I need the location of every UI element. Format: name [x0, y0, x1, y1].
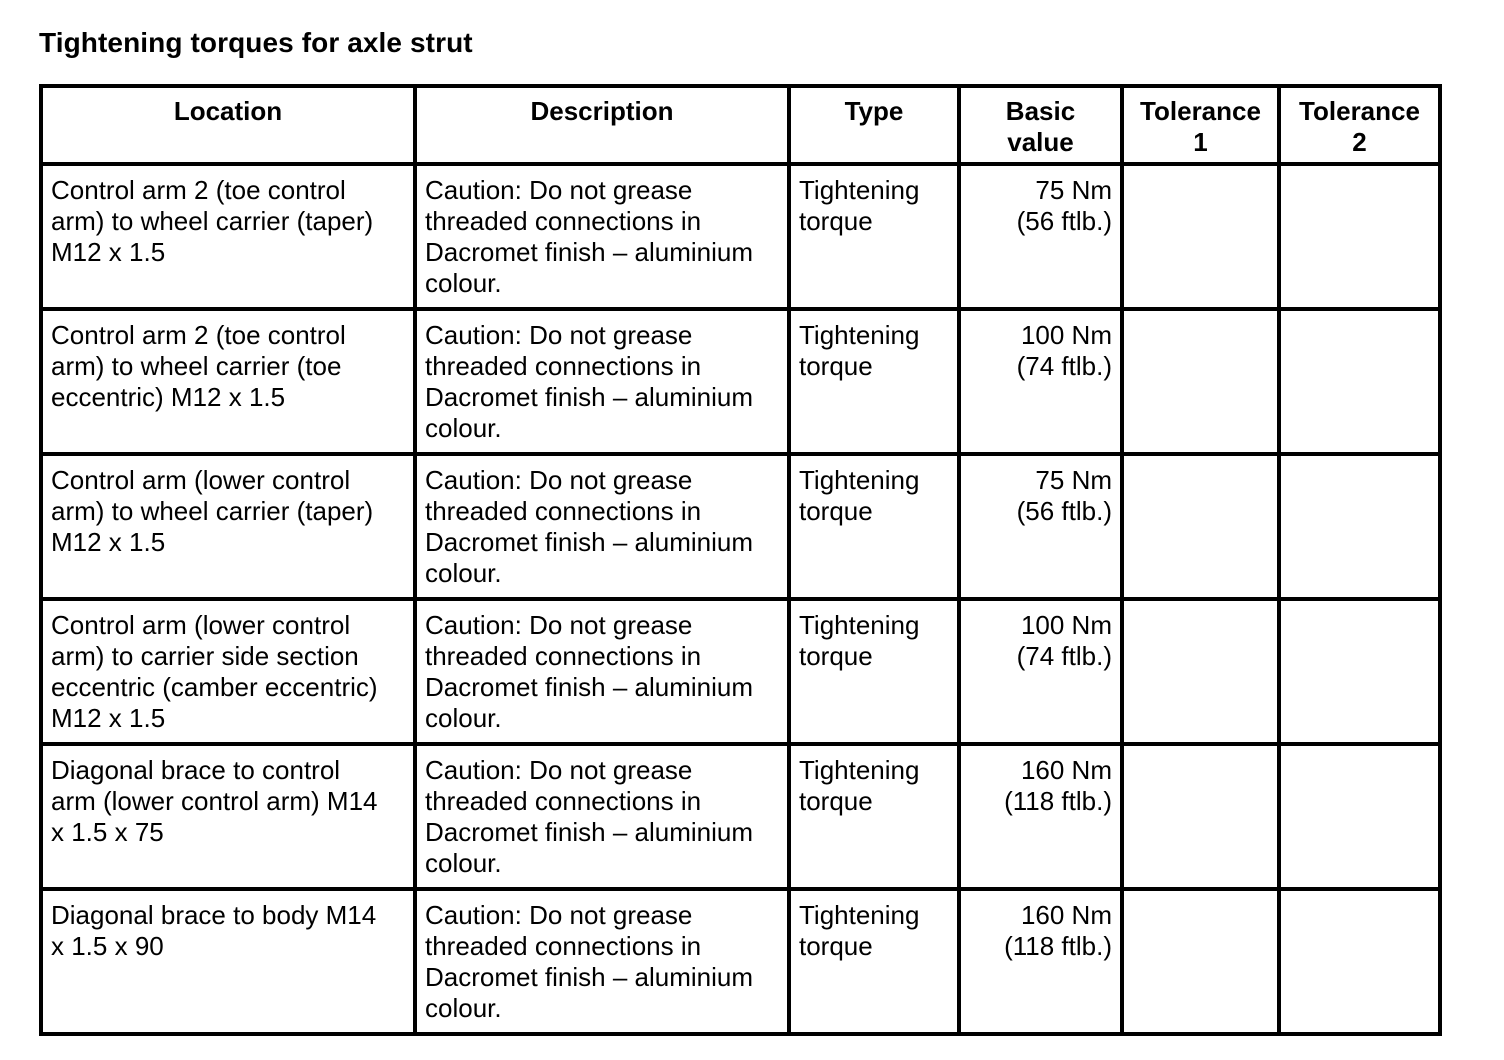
cell-description-line: colour. — [425, 413, 502, 443]
cell-tolerance-1 — [1122, 744, 1279, 889]
cell-location-line: arm) to wheel carrier (taper) — [51, 206, 374, 236]
cell-tolerance-2 — [1279, 599, 1440, 744]
cell-basic-value — [959, 744, 1122, 889]
cell-description-line: colour. — [425, 558, 502, 588]
header-basic-value-line1: Basic — [1005, 96, 1076, 126]
header-type-label: Type — [844, 96, 904, 126]
cell-location-line: x 1.5 x 90 — [51, 931, 164, 961]
cell-basic-value-line: (74 ftlb.) — [1016, 351, 1112, 381]
cell-description-line: Caution: Do not grease — [425, 610, 693, 640]
header-description — [415, 86, 789, 164]
cell-location-line: M12 x 1.5 — [51, 237, 166, 267]
cell-description-line: threaded connections in — [425, 496, 702, 526]
cell-basic-value-line: 160 Nm — [1020, 900, 1112, 930]
table-body — [41, 164, 1440, 1034]
cell-type-line: Tightening — [799, 755, 920, 785]
header-basic-value — [959, 86, 1122, 164]
cell-description — [415, 599, 789, 744]
cell-location-line: Diagonal brace to control — [51, 755, 341, 785]
cell-description-line: Caution: Do not grease — [425, 900, 693, 930]
cell-location-line: Control arm 2 (toe control — [51, 175, 346, 205]
cell-description-line: Dacromet finish – aluminium — [425, 237, 754, 267]
cell-basic-value-line: (118 ftlb.) — [1004, 931, 1112, 961]
cell-basic-value — [959, 309, 1122, 454]
cell-type-line: Tightening — [799, 610, 920, 640]
cell-location-line: arm) to wheel carrier (taper) — [51, 496, 374, 526]
table-row — [41, 164, 1440, 309]
cell-type — [789, 454, 959, 599]
header-tolerance-1-line1: Tolerance — [1140, 96, 1261, 126]
cell-description-line: colour. — [425, 268, 502, 298]
cell-type-line: torque — [799, 496, 873, 526]
cell-description-line: Caution: Do not grease — [425, 175, 693, 205]
cell-location-line: arm) to carrier side section — [51, 641, 359, 671]
cell-basic-value — [959, 164, 1122, 309]
cell-basic-value — [959, 599, 1122, 744]
cell-description-line: colour. — [425, 703, 502, 733]
cell-description-line: threaded connections in — [425, 206, 702, 236]
cell-description — [415, 889, 789, 1034]
cell-location — [41, 164, 415, 309]
cell-tolerance-2 — [1279, 454, 1440, 599]
cell-basic-value-line: 100 Nm — [1020, 320, 1112, 350]
cell-location — [41, 599, 415, 744]
header-description-label: Description — [530, 96, 674, 126]
cell-location-line: arm) to wheel carrier (toe — [51, 351, 342, 381]
cell-type-line: torque — [799, 931, 873, 961]
cell-tolerance-2 — [1279, 744, 1440, 889]
cell-description-line: Dacromet finish – aluminium — [425, 382, 754, 412]
cell-tolerance-2 — [1279, 889, 1440, 1034]
cell-description-line: colour. — [425, 993, 502, 1023]
cell-type-line: Tightening — [799, 320, 920, 350]
cell-type-line: torque — [799, 641, 873, 671]
cell-description-line: Caution: Do not grease — [425, 465, 693, 495]
header-tolerance-1-line2: 1 — [1193, 127, 1208, 157]
cell-type-line: Tightening — [799, 175, 920, 205]
header-location — [41, 86, 415, 164]
cell-basic-value-line: 160 Nm — [1020, 755, 1112, 785]
cell-tolerance-1 — [1122, 454, 1279, 599]
cell-basic-value-line: 75 Nm — [1035, 465, 1112, 495]
cell-basic-value-line: (74 ftlb.) — [1016, 641, 1112, 671]
table-row — [41, 889, 1440, 1034]
cell-basic-value-line: (56 ftlb.) — [1016, 206, 1112, 236]
cell-type-line: torque — [799, 206, 873, 236]
cell-type-line: torque — [799, 351, 873, 381]
cell-tolerance-1 — [1122, 309, 1279, 454]
header-tolerance-2 — [1279, 86, 1440, 164]
cell-description-line: threaded connections in — [425, 931, 702, 961]
cell-description-line: Caution: Do not grease — [425, 320, 693, 350]
table-row — [41, 454, 1440, 599]
header-location-label: Location — [173, 96, 283, 126]
cell-tolerance-2 — [1279, 164, 1440, 309]
cell-location-line: eccentric (camber eccentric) — [51, 672, 378, 702]
cell-description-line: Dacromet finish – aluminium — [425, 672, 754, 702]
cell-location — [41, 744, 415, 889]
cell-tolerance-1 — [1122, 164, 1279, 309]
page-title: Tightening torques for axle strut — [39, 27, 473, 58]
cell-basic-value — [959, 889, 1122, 1034]
cell-location-line: Control arm (lower control — [51, 465, 351, 495]
cell-tolerance-2 — [1279, 309, 1440, 454]
cell-type-line: torque — [799, 786, 873, 816]
table-row — [41, 744, 1440, 889]
cell-type-line: Tightening — [799, 900, 920, 930]
header-type — [789, 86, 959, 164]
cell-location-line: Control arm (lower control — [51, 610, 351, 640]
header-tolerance-1 — [1122, 86, 1279, 164]
cell-type — [789, 889, 959, 1034]
cell-description-line: Dacromet finish – aluminium — [425, 527, 754, 557]
cell-basic-value — [959, 454, 1122, 599]
cell-location-line: x 1.5 x 75 — [51, 817, 164, 847]
cell-location-line: M12 x 1.5 — [51, 527, 166, 557]
cell-description-line: threaded connections in — [425, 351, 702, 381]
header-tolerance-2-line1: Tolerance — [1299, 96, 1420, 126]
cell-type — [789, 744, 959, 889]
cell-basic-value-line: 100 Nm — [1020, 610, 1112, 640]
cell-type — [789, 164, 959, 309]
cell-location-line: Control arm 2 (toe control — [51, 320, 346, 350]
cell-location-line: eccentric) M12 x 1.5 — [51, 382, 286, 412]
cell-description — [415, 454, 789, 599]
table-row — [41, 309, 1440, 454]
header-basic-value-line2: value — [1007, 127, 1074, 157]
header-tolerance-2-line2: 2 — [1352, 127, 1367, 157]
cell-description — [415, 744, 789, 889]
cell-description — [415, 164, 789, 309]
cell-basic-value-line: (56 ftlb.) — [1016, 496, 1112, 526]
cell-location-line: M12 x 1.5 — [51, 703, 166, 733]
cell-location — [41, 889, 415, 1034]
cell-description-line: colour. — [425, 848, 502, 878]
cell-description-line: threaded connections in — [425, 641, 702, 671]
cell-description-line: Dacromet finish – aluminium — [425, 817, 754, 847]
cell-description-line: threaded connections in — [425, 786, 702, 816]
cell-description-line: Dacromet finish – aluminium — [425, 962, 754, 992]
cell-description-line: Caution: Do not grease — [425, 755, 693, 785]
cell-basic-value-line: 75 Nm — [1035, 175, 1112, 205]
table-header-row — [41, 86, 1440, 164]
cell-tolerance-1 — [1122, 889, 1279, 1034]
cell-basic-value-line: (118 ftlb.) — [1004, 786, 1112, 816]
cell-location — [41, 309, 415, 454]
cell-location-line: Diagonal brace to body M14 — [51, 900, 377, 930]
cell-tolerance-1 — [1122, 599, 1279, 744]
cell-description — [415, 309, 789, 454]
cell-location — [41, 454, 415, 599]
cell-location-line: arm (lower control arm) M14 — [51, 786, 378, 816]
cell-type — [789, 309, 959, 454]
table-row — [41, 599, 1440, 744]
torque-table — [39, 84, 1442, 1036]
cell-type — [789, 599, 959, 744]
cell-type-line: Tightening — [799, 465, 920, 495]
